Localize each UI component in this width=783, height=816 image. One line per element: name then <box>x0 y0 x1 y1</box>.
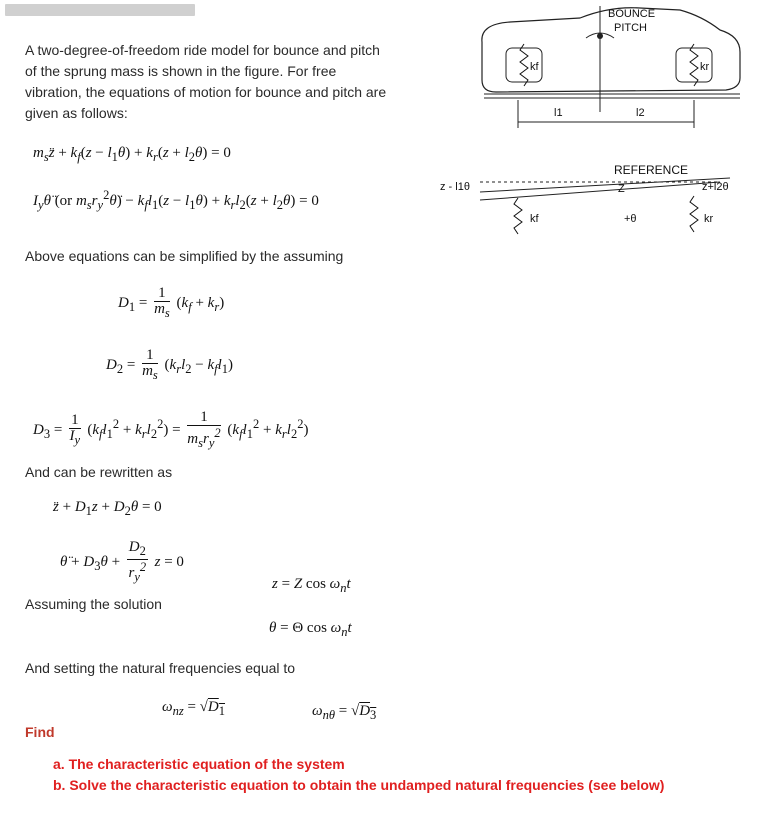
label-pitch: PITCH <box>614 22 647 34</box>
task-b: b. Solve the characteristic equation to obtain the undamped natural frequencies (see below) <box>53 777 665 793</box>
label-theta: +θ <box>624 213 637 225</box>
label-bounce: BOUNCE <box>608 8 656 20</box>
label-l1: l1 <box>554 107 563 119</box>
intro-paragraph: A two-degree-of-freedom ride model for bounce and pitch of the sprung mass is shown in the figure. For free vibration, the equations of motion for bounce and pitch are given as follows: <box>25 42 387 121</box>
simplify-text: Above equations can be simplified by the assuming <box>25 248 344 264</box>
lower-rear-spring <box>690 196 698 232</box>
solution-theta: θ = Θ $\cos \omega_nt$ <box>269 620 352 639</box>
equation-rewritten-bounce: z̈ + $D_1z + D_2\theta = 0$ <box>53 499 162 518</box>
label-reference: REFERENCE <box>614 163 689 177</box>
equation-bounce: $m_sz̈ + k_f(z - l_1\theta) + k_r(z + l_2\theta) = 0$ <box>33 145 231 164</box>
redacted-header <box>5 4 195 16</box>
lower-front-spring <box>514 198 522 234</box>
equation-omega-ntheta: $\omega_{n\theta} = √D_3$ <box>312 703 377 722</box>
equation-d3: $D_3$ = $\frac{1}{I_y}$ $(k_fl_1^2 + k_rl_2^2)$ = $\frac{1}{m_sr_y^2}$ $(k_fl_1^2 + k_rl_2^2)$ <box>33 409 309 450</box>
find-label: Find <box>25 724 55 740</box>
rewrite-text: And can be rewritten as <box>25 464 173 480</box>
label-l2: l2 <box>636 107 645 119</box>
label-kr-bottom: kr <box>704 213 714 225</box>
equation-rewritten-pitch: θ̈ + $D_3\theta$ + $\frac{D_2}{r_y^2}$ z = 0 <box>60 539 184 584</box>
ride-model-diagram <box>440 0 780 240</box>
task-a: a. The characteristic equation of the system <box>53 756 345 772</box>
label-kf-top: kf <box>530 61 539 73</box>
label-z-minus: z - l1θ <box>440 181 470 193</box>
equation-d1: $D_1$ = $\frac{1}{m_s}$ $(k_f + k_r)$ <box>118 285 225 320</box>
label-z: Z <box>618 183 625 195</box>
label-kr-top: kr <box>700 61 710 73</box>
label-kf-bottom: kf <box>530 213 539 225</box>
solution-z: z = Z $\cos \omega_nt$ <box>272 576 351 595</box>
assume-text: Assuming the solution <box>25 596 162 612</box>
equation-pitch: $I_y\thetä$ (or $m_sr_y^2\thetä) - k_fl_1(z - l_1\theta) + k_rl_2(z + l_2\theta) = 0$ <box>33 188 319 212</box>
label-z-plus: z+l2θ <box>702 181 729 193</box>
natural-frequency-text: And setting the natural frequencies equal to <box>25 660 296 676</box>
equation-omega-nz: $\omega_{nz} = √D_1$ <box>162 699 226 718</box>
equation-d2: $D_2$ = $\frac{1}{m_s}$ $(k_rl_2 - k_fl_1)$ <box>106 347 234 382</box>
